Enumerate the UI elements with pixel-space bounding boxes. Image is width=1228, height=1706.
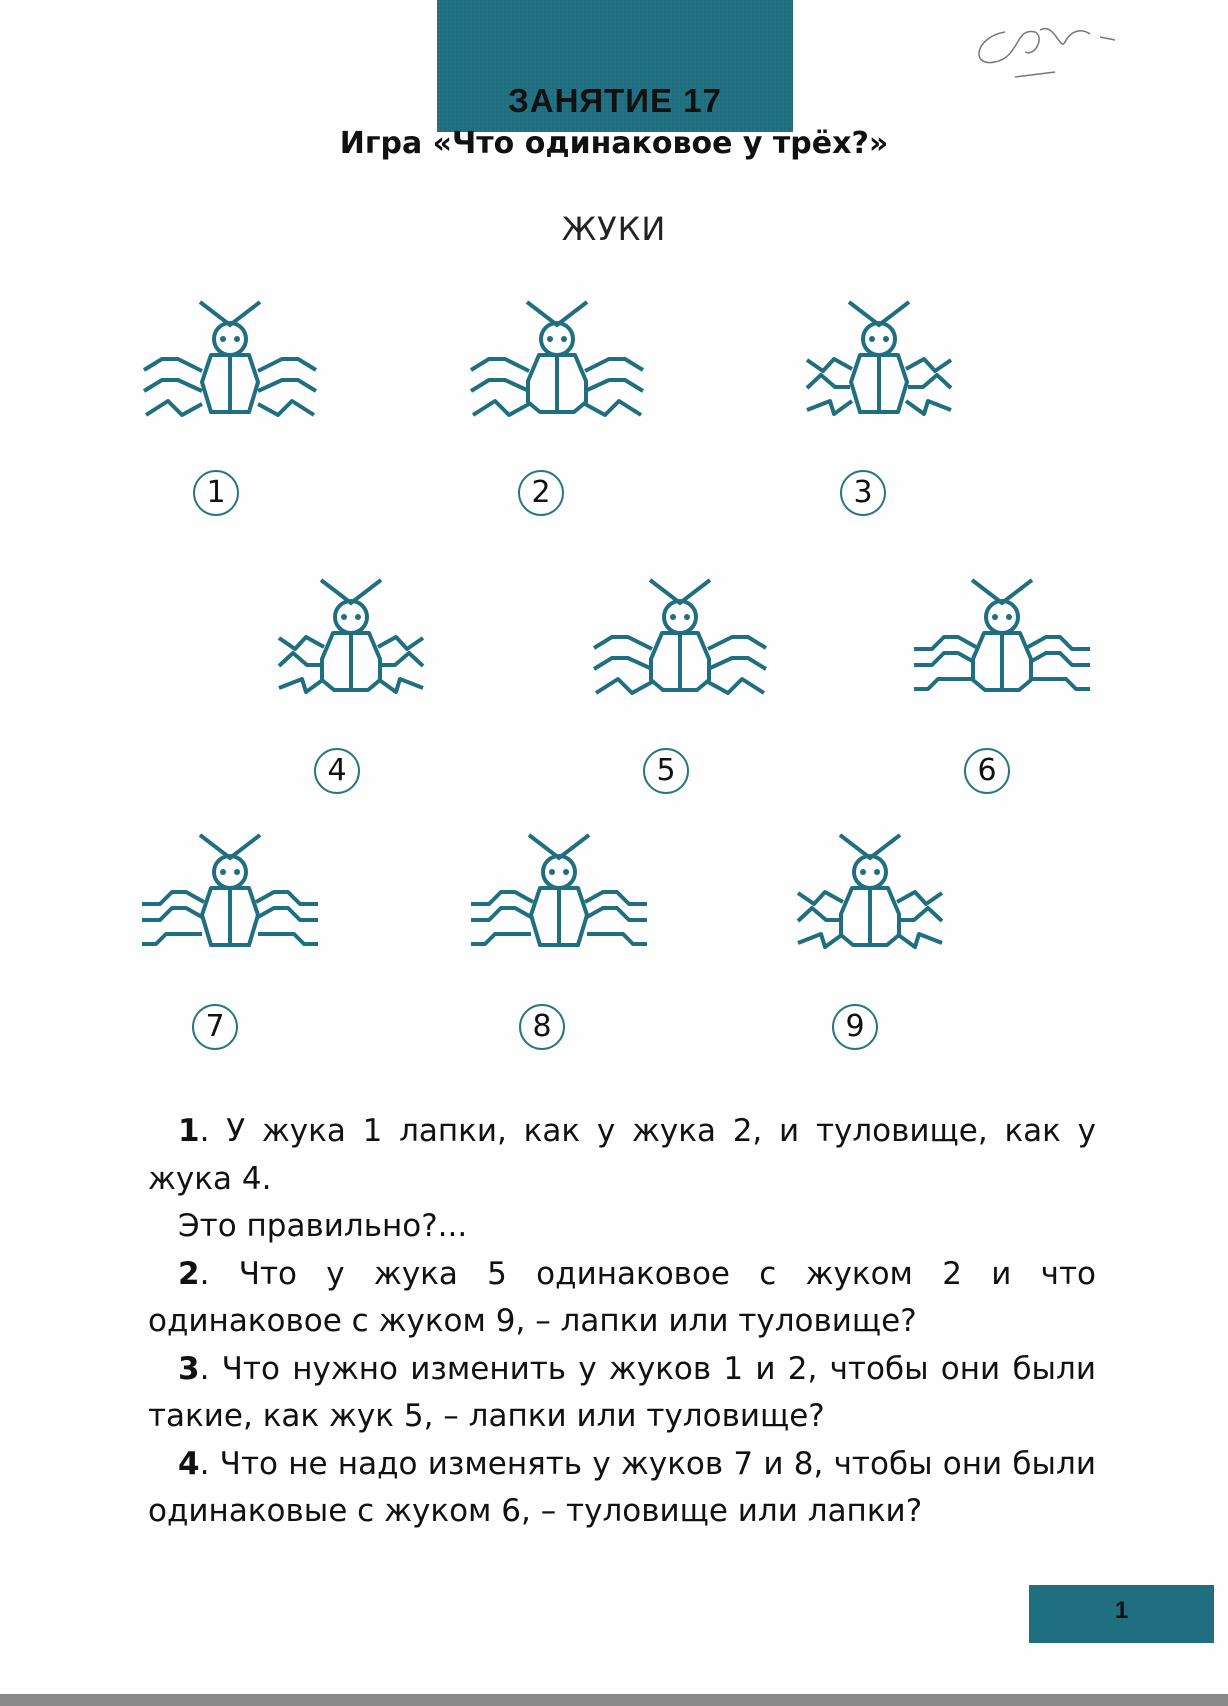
question-3: 3. Что нужно изменить у жуков 1 и 2, чтобы они были такие, как жук 5, – лапки или туловище? — [148, 1350, 1096, 1434]
section-title: ЖУКИ — [561, 210, 667, 248]
beetle-number-badge: 8 — [519, 1004, 565, 1050]
beetle-number-badge: 2 — [518, 470, 564, 516]
beetle-number-badge: 3 — [840, 470, 886, 516]
beetle-drawing-icon — [902, 565, 1102, 725]
beetle-drawing-icon — [770, 820, 970, 980]
beetle-number-badge: 9 — [832, 1004, 878, 1050]
beetle-drawing-icon — [580, 565, 780, 725]
question-1: 1. У жука 1 лапки, как у жука 2, и туловище, как у жука 4. — [148, 1113, 1096, 1197]
beetle-drawing-icon — [130, 287, 330, 447]
game-title: Игра «Что одинаковое у трёх?» — [339, 126, 889, 161]
questions-block — [148, 1108, 1096, 1536]
beetle-number-badge: 6 — [964, 748, 1010, 794]
question-2: 2. Что у жука 5 одинаковое с жуком 2 и что одинаковое с жуком 9, – лапки или туловище? — [148, 1255, 1096, 1339]
question-1-followup: Это правильно?... — [178, 1208, 468, 1244]
beetle-number-badge: 1 — [193, 470, 239, 516]
beetle-drawing-icon — [251, 565, 451, 725]
beetle-drawing-icon — [779, 287, 979, 447]
beetle-number-badge: 5 — [643, 748, 689, 794]
handwritten-signature — [965, 12, 1145, 82]
beetle-number-badge: 7 — [192, 1004, 238, 1050]
beetle-drawing-icon — [457, 287, 657, 447]
lesson-label: ЗАНЯТИЕ 17 — [508, 82, 722, 119]
scan-edge — [0, 1694, 1228, 1706]
beetle-number-badge: 4 — [314, 748, 360, 794]
page-number: 1 — [1114, 1597, 1129, 1624]
beetle-drawing-icon — [459, 820, 659, 980]
question-4: 4. Что не надо изменять у жуков 7 и 8, чтобы они были одинаковые с жуком 6, – туловище или лапки? — [148, 1445, 1096, 1529]
beetle-drawing-icon — [130, 820, 330, 980]
